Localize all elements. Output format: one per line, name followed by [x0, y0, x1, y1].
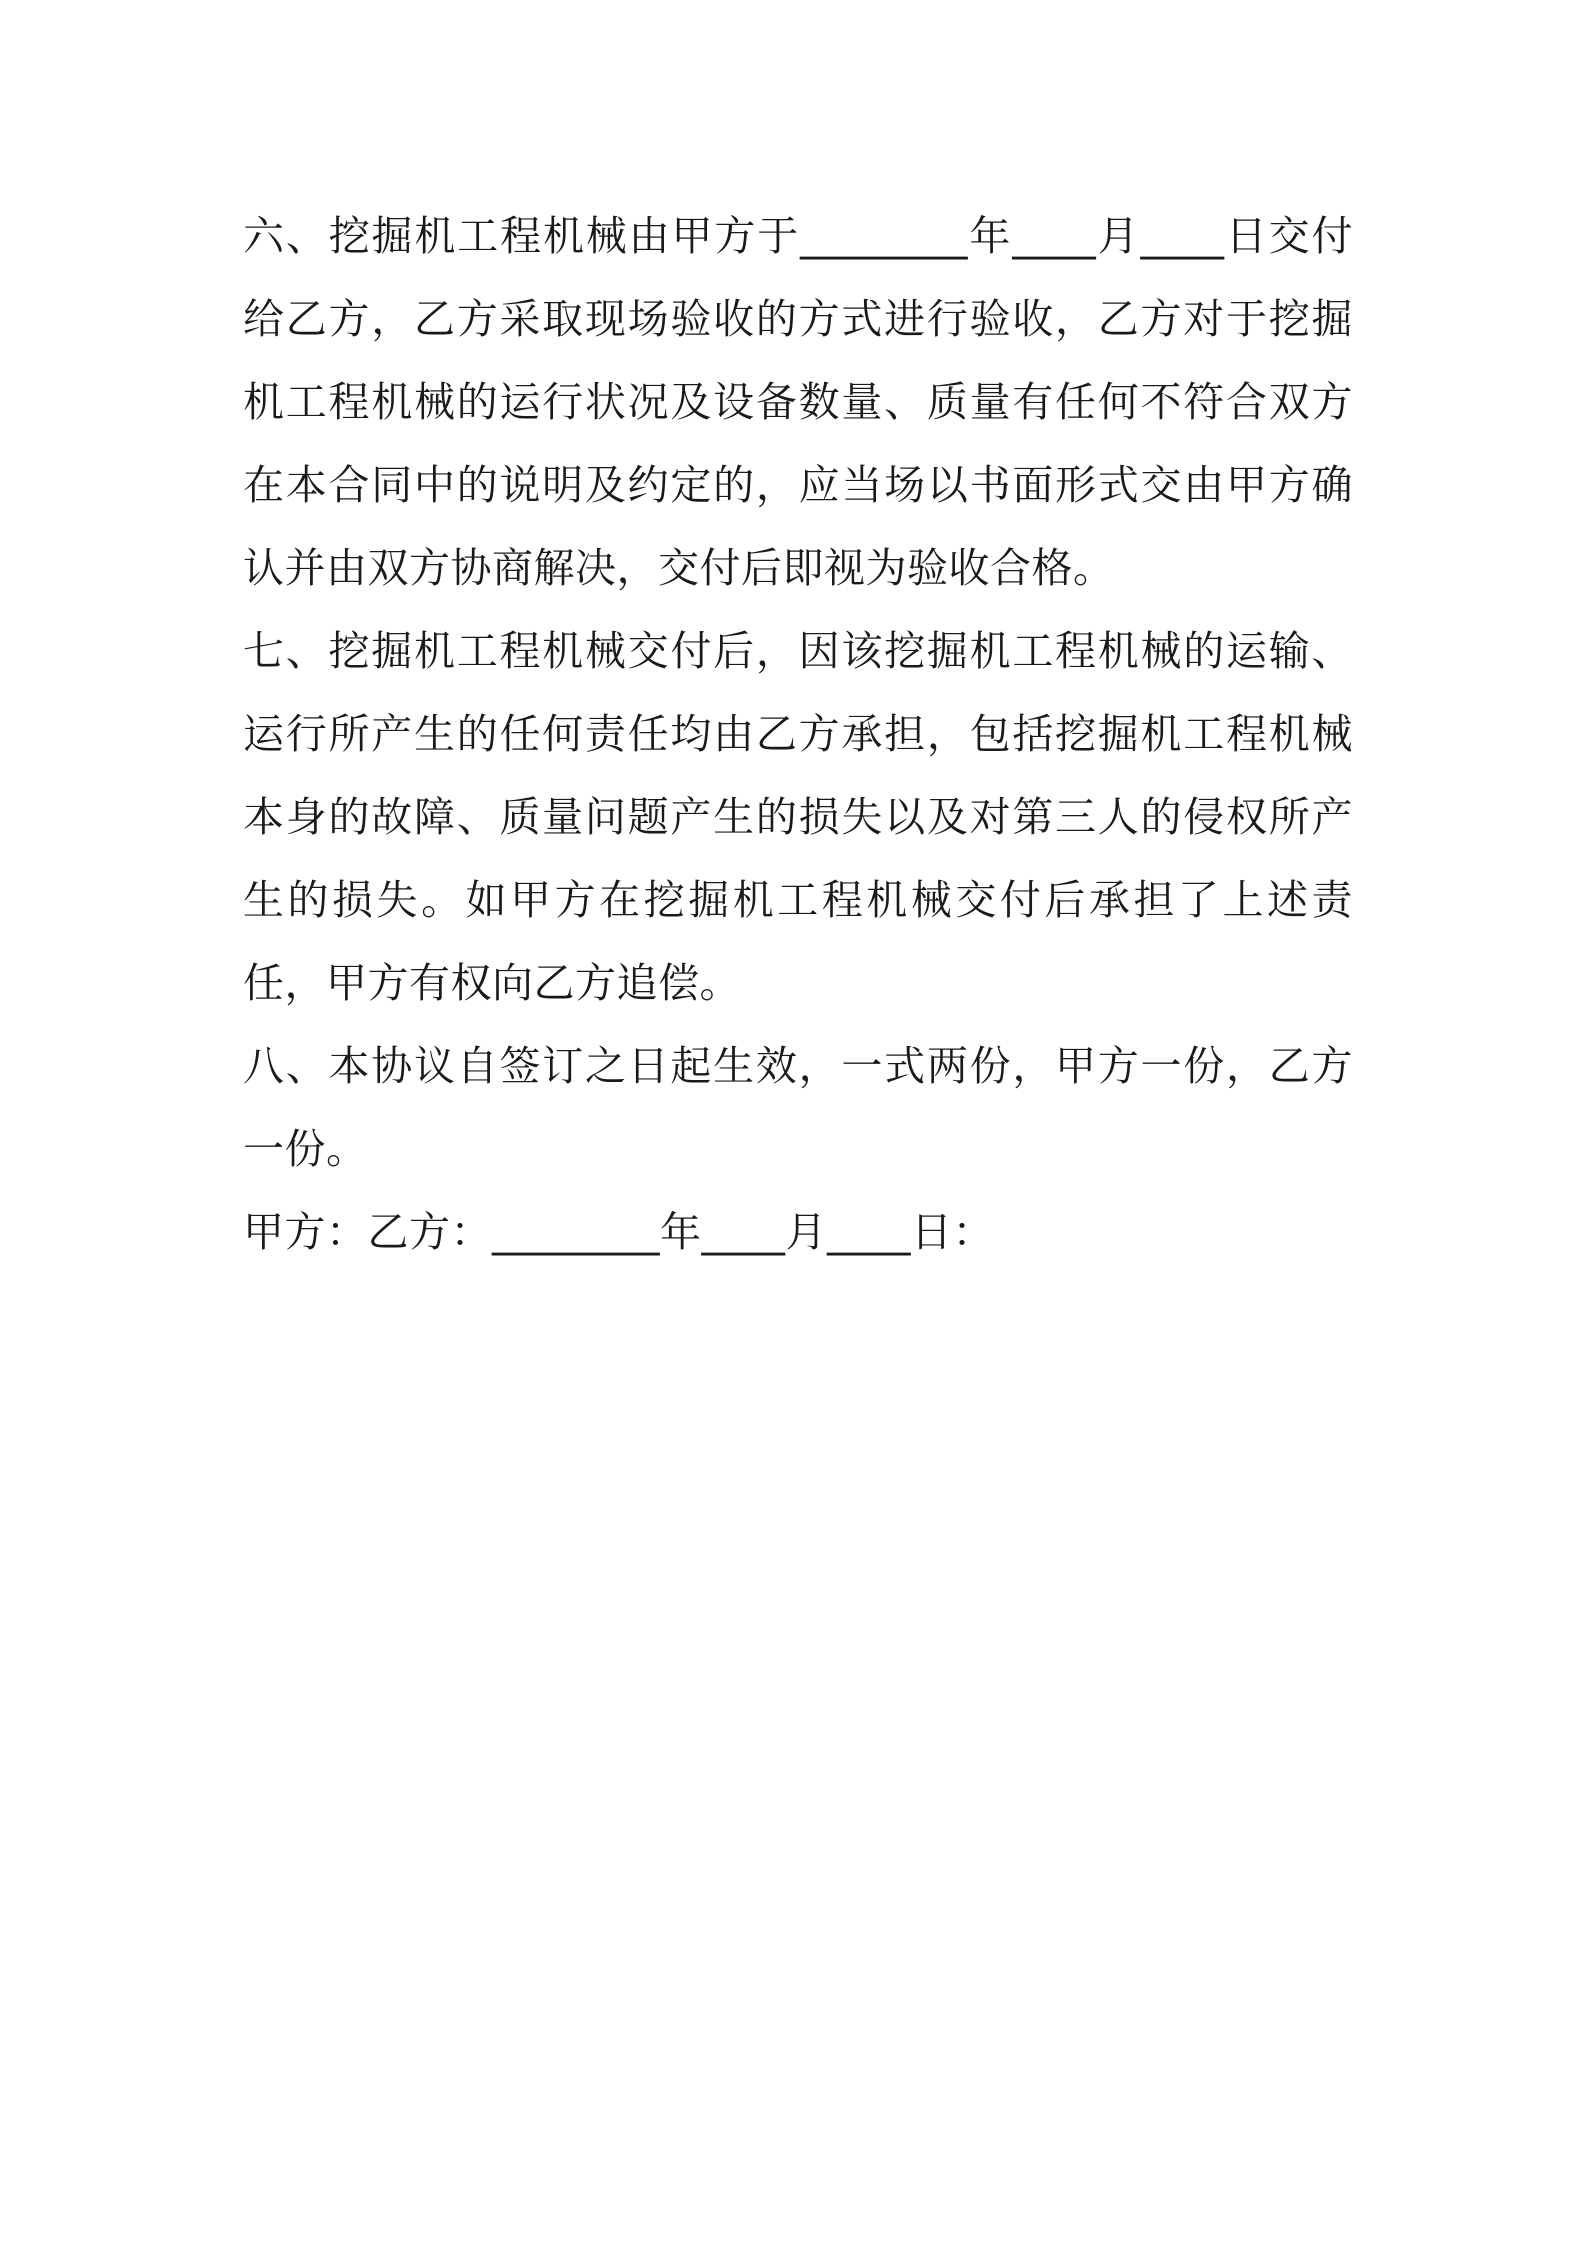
clause-seven: 七、挖掘机工程机械交付后，因该挖掘机工程机械的运输、运行所产生的任何责任均由乙方承担，包括挖掘机工程机械本身的故障、质量问题产生的损失以及对第三人的侵权所产生的损失。如甲方在挖掘机工程机械交付后承担了上述责任，甲方有权向乙方追偿。 [243, 627, 1353, 1007]
clause-six: 六、挖掘机工程机械由甲方于________年____月____日交付给乙方，乙方采取现场验收的方式进行验收，乙方对于挖掘机工程机械的运行状况及设备数量、质量有任何不符合双方在本合同中的说明及约定的，应当场以书面形式交由甲方确认并由双方协商解决，交付后即视为验收合格。 [243, 212, 1353, 592]
signature-line: 甲方：乙方：________年____月____日： [243, 1208, 994, 1256]
clause-eight: 八、本协议自签订之日起生效，一式两份，甲方一份，乙方一份。 [243, 1042, 1353, 1173]
document-body [243, 195, 1353, 1274]
